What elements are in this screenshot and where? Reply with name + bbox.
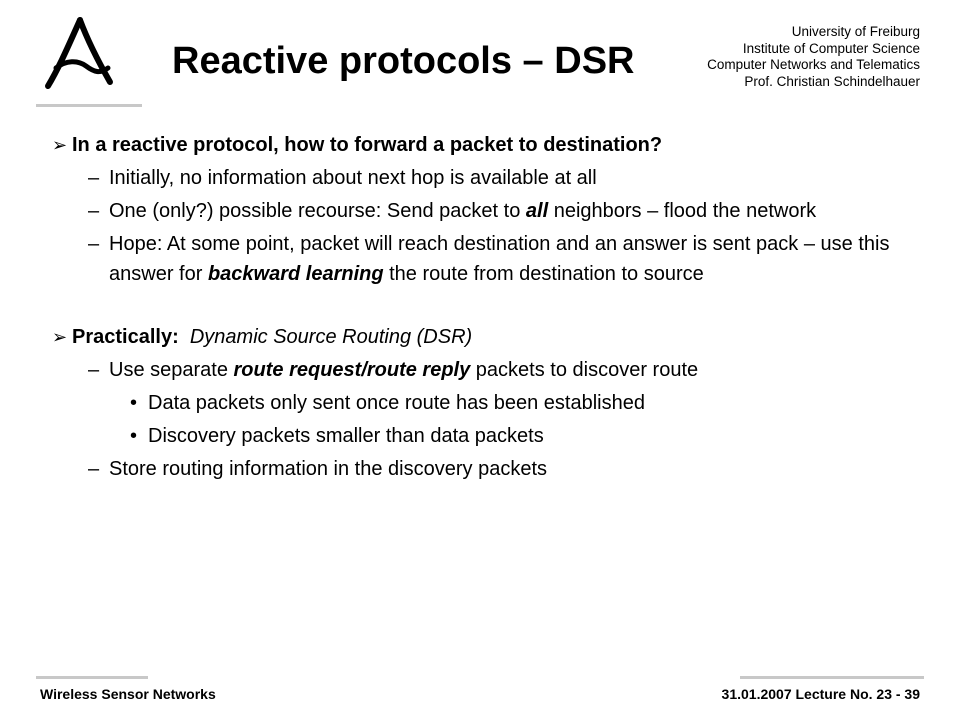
sub-bullet-item: [52, 196, 932, 226]
bullet-text: Dynamic Source Routing (DSR): [189, 326, 473, 348]
dot-bullet-icon: •: [130, 425, 138, 447]
slide-body: [52, 130, 932, 487]
dash-bullet-icon: –: [88, 233, 100, 255]
dot-bullet-icon: •: [130, 392, 138, 414]
university-logo-icon: [38, 14, 118, 94]
sub-bullet-item: [52, 163, 932, 193]
sub-bullet-text: the route from destination to source: [383, 263, 704, 285]
dash-bullet-icon: –: [88, 458, 100, 480]
emphasis-text: route request/route reply: [233, 359, 471, 381]
sub-bullet-text: One (only?) possible recourse: Send packet to: [109, 200, 526, 222]
header-rule: [36, 104, 142, 107]
sub-bullet-text: Store routing information in the discovery packets: [109, 458, 547, 480]
affiliation-line: Prof. Christian Schindelhauer: [744, 73, 920, 89]
dash-bullet-icon: –: [88, 200, 100, 222]
affiliation-line: University of Freiburg: [791, 24, 920, 39]
footer-course: Wireless Sensor Networks: [40, 686, 216, 702]
slide-title: Reactive protocols – DSR: [172, 40, 635, 82]
emphasis-text: backward learning: [207, 263, 384, 285]
bullet-text: In a reactive protocol, how to forward a packet to destination?: [72, 134, 663, 156]
sub-bullet-item: [52, 454, 932, 484]
footer-lecture-info: 31.01.2007 Lecture No. 23 - 39: [721, 686, 920, 702]
sub-sub-bullet-text: Discovery packets smaller than data packets: [148, 425, 544, 447]
sub-sub-bullet-item: [52, 388, 932, 418]
sub-bullet-text: Initially, no information about next hop is available at all: [109, 167, 597, 189]
dash-bullet-icon: –: [88, 359, 100, 381]
sub-bullet-item: [52, 355, 932, 385]
affiliation-line: Computer Networks and Telematics: [707, 57, 920, 72]
arrow-bullet-icon: ➢: [52, 135, 68, 155]
footer-rule-left: [36, 676, 148, 679]
affiliation-line: Institute of Computer Science: [742, 40, 920, 56]
arrow-bullet-icon: ➢: [52, 327, 68, 347]
sub-bullet-text: Hope: At some point, packet will reach destination and an answer is sent pack – use this answer for: [109, 233, 890, 285]
affiliation: [707, 24, 920, 90]
sub-bullet-item: [52, 229, 932, 289]
bullet-item: [52, 130, 932, 160]
sub-sub-bullet-text: Data packets only sent once route has been established: [148, 392, 645, 414]
sub-bullet-text: Use separate: [109, 359, 234, 381]
dash-bullet-icon: –: [88, 167, 100, 189]
sub-sub-bullet-item: [52, 421, 932, 451]
emphasis-text: all: [525, 200, 549, 222]
sub-bullet-text: packets to discover route: [470, 359, 699, 381]
bullet-item: [52, 322, 932, 352]
footer-rule-right: [740, 676, 924, 679]
bullet-label: Practically:: [72, 326, 179, 348]
sub-bullet-text: neighbors – flood the network: [548, 200, 817, 222]
